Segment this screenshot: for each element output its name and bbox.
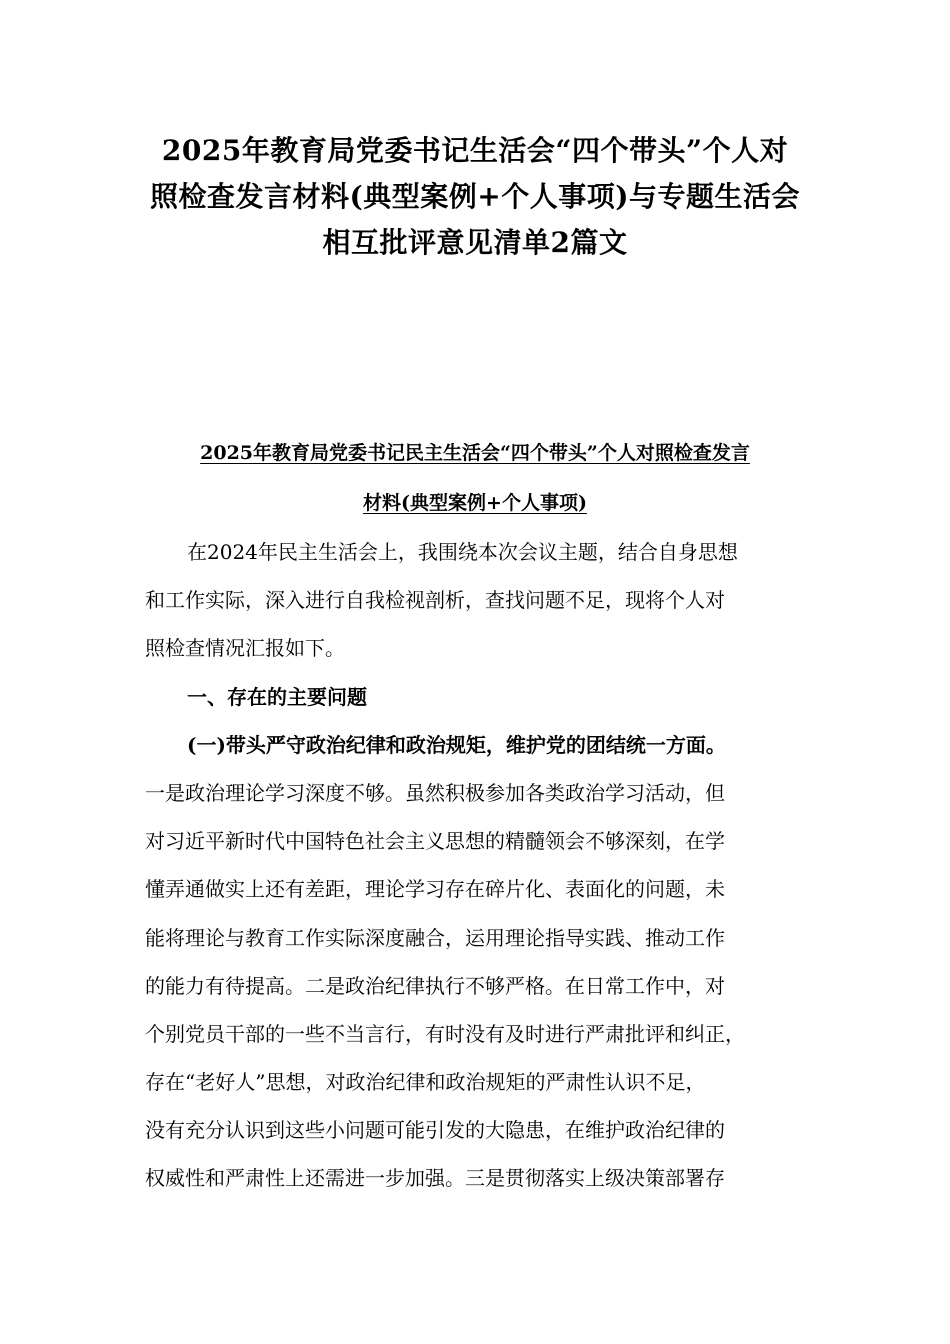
intro-line: 和工作实际，深入进行自我检视剖析，查找问题不足，现将个人对: [145, 588, 725, 613]
paragraph-line: 个别党员干部的一些不当言行，有时没有及时进行严肃批评和纠正，: [145, 1021, 745, 1046]
paragraph-line: 权威性和严肃性上还需进一步加强。三是贯彻落实上级决策部署存: [145, 1166, 725, 1191]
heading-level-2: (一)带头严守政治纪律和政治规矩，维护党的团结统一方面。: [187, 732, 726, 757]
section-title-text: 材料(典型案例+个人事项): [363, 492, 587, 514]
paragraph-line: 一是政治理论学习深度不够。虽然积极参加各类政治学习活动，但: [145, 780, 725, 805]
document-title: [120, 128, 830, 266]
section-title: [120, 428, 830, 528]
paragraph-line: 能将理论与教育工作实际深度融合，运用理论指导实践、推动工作: [145, 925, 725, 950]
section-title-line: [120, 478, 830, 528]
paragraph-line: 对习近平新时代中国特色社会主义思想的精髓领会不够深刻，在学: [145, 829, 725, 854]
intro-line: 在2024年民主生活会上，我围绕本次会议主题，结合自身思想: [187, 540, 738, 564]
document-title-line: 相互批评意见清单2篇文: [322, 226, 628, 259]
section-title-line: [120, 428, 830, 478]
paragraph-line: 懂弄通做实上还有差距，理论学习存在碎片化、表面化的问题，未: [145, 877, 725, 902]
paragraph-line: 的能力有待提高。二是政治纪律执行不够严格。在日常工作中，对: [145, 973, 725, 998]
intro-line: 照检查情况汇报如下。: [145, 636, 345, 661]
document-title-line: 照检查发言材料(典型案例+个人事项)与专题生活会: [150, 180, 800, 213]
paragraph-line: 没有充分认识到这些小问题可能引发的大隐患，在维护政治纪律的: [145, 1118, 725, 1143]
document-title-line: 2025年教育局党委书记生活会“四个带头”个人对: [161, 134, 789, 167]
heading-level-1: 一、存在的主要问题: [187, 684, 367, 709]
section-title-text: 2025年教育局党委书记民主生活会“四个带头”个人对照检查发言: [200, 442, 750, 464]
document-body: [145, 528, 805, 1203]
paragraph-line: 存在“老好人”思想，对政治纪律和政治规矩的严肃性认识不足，: [145, 1070, 706, 1095]
